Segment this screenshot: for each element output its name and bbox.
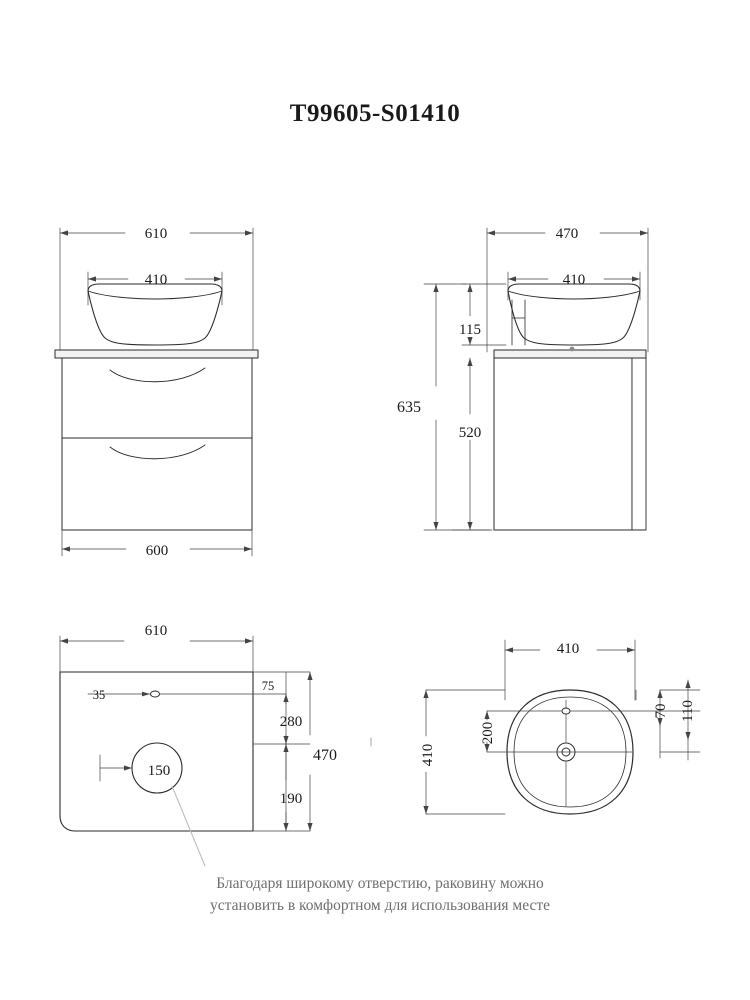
dim-side-total-height: 635: [397, 399, 421, 416]
dim-basin-drain-offset: 200: [480, 721, 496, 745]
dim-top-hole-diameter: 150: [147, 763, 171, 779]
dim-top-depth: 470: [313, 747, 337, 764]
caption-line-1: Благодаря широкому отверстию, раковину можно: [216, 875, 544, 892]
dim-side-basin-width: 410: [562, 272, 586, 288]
dim-side-cabinet-height: 520: [458, 425, 482, 441]
dim-side-basin-height: 115: [459, 322, 481, 338]
dim-basin-tap-offset-b: 110: [680, 700, 696, 722]
dim-front-cabinet-width: 600: [145, 543, 169, 559]
dim-top-offset-right: 75: [261, 679, 275, 693]
dim-front-overall-width: 610: [144, 226, 168, 242]
dim-side-depth: 470: [555, 226, 579, 242]
caption-block: [120, 873, 640, 917]
dim-top-offset-top: 280: [279, 714, 303, 730]
dim-top-offset-bottom: 190: [279, 791, 303, 807]
dim-basin-tap-offset-a: 70: [653, 703, 669, 719]
dim-top-width: 610: [144, 623, 168, 639]
dim-basin-width: 410: [556, 641, 580, 657]
dim-top-offset-left: 35: [92, 688, 106, 702]
dim-front-basin-width: 410: [144, 272, 168, 288]
dim-basin-depth: 410: [420, 743, 436, 767]
page-title: T99605-S01410: [289, 100, 461, 127]
caption-line-2: установить в комфортном для использования месте: [209, 897, 551, 914]
